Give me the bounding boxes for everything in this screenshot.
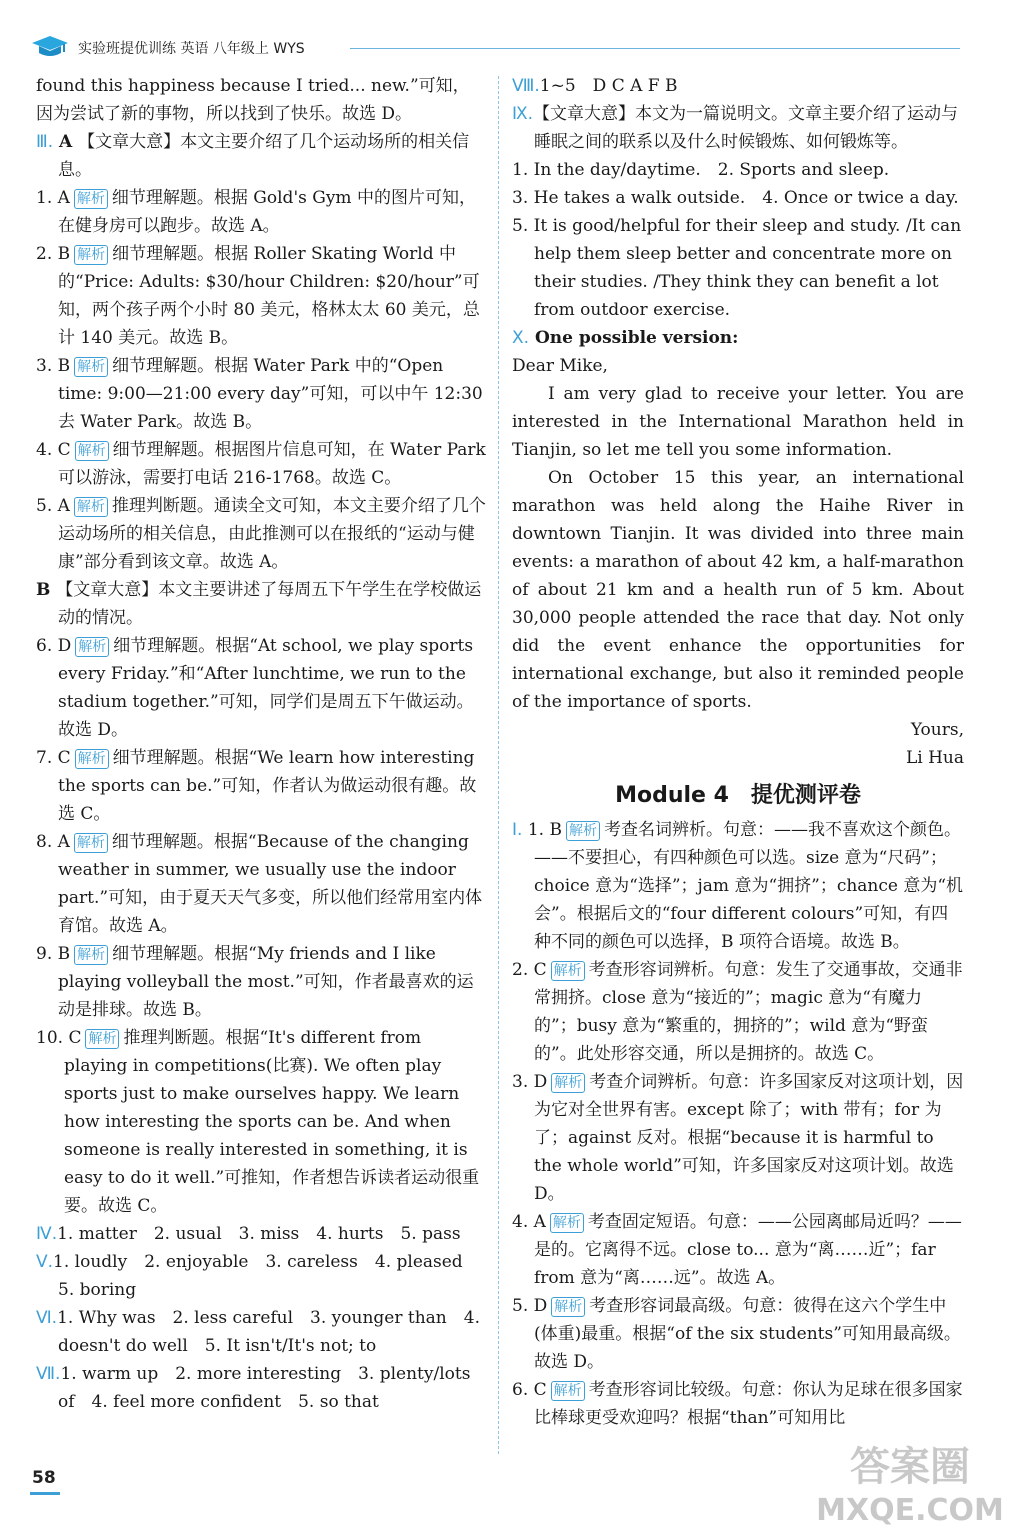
analysis-tag: 解析 — [551, 1297, 585, 1317]
answer-text: 1. loudly 2. enjoyable 3. careless 4. pleased 5. boring — [53, 1252, 480, 1300]
answer-text: 【文章大意】本文主要讲述了每周五下午学生在学校做运动的情况。 — [56, 580, 482, 628]
answer-item — [36, 576, 488, 632]
page-number: 58 — [32, 1468, 56, 1488]
question-number: 3. D — [512, 1072, 548, 1092]
answer-text: 考查名词辨析。句意：——我不喜欢这个颜色。——不要担心，有四种颜色可以选。size 意为“尺码”；choice 意为“选择”；jam 意为“拥挤”；chance 意为“机会”。根据后文的“four different colours”可知，有四种不同的颜色可以选择，B 项符合语境。故选 B。 — [534, 820, 964, 952]
answer-item — [512, 1292, 964, 1376]
answer-line: 5. It is good/helpful for their sleep and study. /It can help them sleep better and concentrate more on their studies. /They think they can benefit a lot from outdoor exercise. — [512, 216, 962, 320]
page-number-bar — [30, 1492, 60, 1495]
answer-text: 1~5 D C A F B — [539, 76, 678, 96]
question-number: 6. D — [36, 636, 72, 656]
right-column — [512, 72, 964, 1432]
question-number: 7. C — [36, 748, 71, 768]
section-numeral: Ⅲ. — [36, 132, 54, 152]
answer-item — [36, 632, 488, 744]
answer-item — [512, 956, 964, 1068]
question-number: 6. C — [512, 1380, 547, 1400]
answer-text: 推理判断题。根据“It's different from playing in competitions(比赛). We often play sports just to make ourselves happy. We learn how interesting the sports can be. And when someone is really interested in something, it is easy to do it well.”可推知，作者想告诉读者运动很重要。故选 C。 — [64, 1028, 480, 1216]
answer-line: 1. In the day/daytime. 2. Sports and sleep. — [512, 160, 890, 180]
answer-item — [36, 1220, 488, 1248]
column-divider — [498, 76, 499, 1454]
answer-item — [36, 1304, 488, 1360]
page-header — [30, 34, 960, 62]
answer-item — [36, 184, 488, 240]
analysis-tag: 解析 — [550, 1213, 584, 1233]
letter-paragraph: I am very glad to receive your letter. You are interested in the International Marathon held in Tianjin, so let me tell you some information. — [512, 384, 964, 460]
answer-item — [512, 72, 964, 100]
answer-text: 考查介词辨析。句意：许多国家反对这项计划，因为它对全世界有害。except 除了；with 带有；for 为了；against 反对。根据“because it is harmful to the whole world”可知，许多国家反对这项计划。故选 D。 — [534, 1072, 964, 1204]
left-column — [36, 72, 488, 1416]
section-numeral: Ⅰ. — [512, 820, 523, 840]
answer-text: 【文章大意】本文为一篇说明文。文章主要介绍了运动与睡眠之间的联系以及什么时候锻炼、如何锻炼等。 — [533, 104, 959, 152]
letter-closing: Li Hua — [905, 748, 964, 768]
watermark-logo — [810, 1436, 1010, 1528]
analysis-tag: 解析 — [74, 189, 108, 209]
answer-text: 【文章大意】本文主要介绍了几个运动场所的相关信息。 — [58, 132, 470, 180]
answer-text: 细节理解题。根据“Because of the changing weather in summer, we usually use the indoor part.”可知，由于夏天天气多变，所以他们经常用室内体育馆。故选 A。 — [58, 832, 483, 936]
graduation-cap-icon — [30, 34, 70, 60]
section-numeral: Ⅸ. — [512, 104, 534, 124]
analysis-tag: 解析 — [551, 1381, 585, 1401]
answer-text: 细节理解题。根据图片信息可知，在 Water Park 可以游泳，需要打电话 216-1768。故选 C。 — [58, 440, 486, 488]
question-number: 3. B — [36, 356, 71, 376]
question-number: 1. A — [36, 188, 70, 208]
answer-text: 细节理解题。根据“At school, we play sports every Friday.”和“After lunchtime, we run to the stadium together.”可知，同学们是周五下午做运动。故选 D。 — [58, 636, 474, 740]
answer-item — [36, 940, 488, 1024]
answer-item — [36, 436, 488, 492]
answer-item — [36, 1248, 488, 1304]
answer-text: 1. matter 2. usual 3. miss 4. hurts 5. pass — [57, 1224, 461, 1244]
answer-item — [512, 1068, 964, 1208]
analysis-tag: 解析 — [75, 749, 109, 769]
question-number: 5. D — [512, 1296, 548, 1316]
answer-text: 考查形容词最高级。句意：彼得在这六个学生中(体重)最重。根据“of the six students”可知用最高级。故选 D。 — [534, 1296, 961, 1372]
answer-item — [512, 816, 964, 956]
analysis-tag: 解析 — [74, 945, 108, 965]
text-line: found this happiness because I tried... new.”可知， — [36, 76, 470, 96]
module-heading: Module 4 提优测评卷 — [615, 783, 861, 808]
question-number: 4. A — [512, 1212, 546, 1232]
answer-item — [36, 240, 488, 352]
passage-label: A — [53, 132, 79, 152]
section-numeral: Ⅹ. — [512, 328, 530, 348]
letter-closing: Yours, — [910, 720, 964, 740]
question-number: 2. B — [36, 244, 71, 264]
section-numeral: Ⅴ. — [36, 1252, 54, 1272]
question-number: 10. C — [36, 1028, 82, 1048]
analysis-tag: 解析 — [566, 821, 600, 841]
answer-item — [512, 324, 964, 352]
analysis-tag: 解析 — [74, 833, 108, 853]
analysis-tag: 解析 — [75, 441, 109, 461]
section-numeral: Ⅷ. — [512, 76, 540, 96]
analysis-tag: 解析 — [74, 497, 108, 517]
answer-item — [36, 744, 488, 828]
passage-label: B — [36, 580, 57, 600]
question-number: 4. C — [36, 440, 71, 460]
answer-line: 3. He takes a walk outside. 4. Once or twice a day. — [512, 188, 959, 208]
answer-item — [36, 492, 488, 576]
answer-item — [512, 100, 964, 156]
analysis-tag: 解析 — [74, 357, 108, 377]
answer-item — [36, 1024, 488, 1220]
answer-line: Dear Mike, — [512, 356, 608, 376]
answer-text: 细节理解题。根据 Water Park 中的“Open time: 9:00—21:00 every day”可知，可以中午 12:30 去 Water Park。故选 B。 — [58, 356, 483, 432]
answer-item — [36, 828, 488, 940]
analysis-tag: 解析 — [85, 1029, 119, 1049]
question-number: 5. A — [36, 496, 70, 516]
version-heading: One possible version: — [529, 328, 739, 348]
section-numeral: Ⅳ. — [36, 1224, 58, 1244]
section-numeral: Ⅵ. — [36, 1308, 58, 1328]
header-rule — [350, 48, 960, 49]
answer-text: 细节理解题。根据“My friends and I like playing volleyball the most.”可知，作者最喜欢的运动是排球。故选 B。 — [58, 944, 474, 1020]
analysis-tag: 解析 — [75, 637, 109, 657]
answer-item — [36, 128, 488, 184]
answer-text: 考查形容词比较级。句意：你认为足球在很多国家比棒球更受欢迎吗？根据“than”可知用比 — [534, 1380, 963, 1428]
section-numeral: Ⅶ. — [36, 1364, 61, 1384]
letter-paragraph: On October 15 this year, an international marathon was held along the Haihe River in downtown Tianjin. It was divided into three main events: a marathon of about 42 km, a half-marathon of about 21 km and a health run of 5 km. About 30,000 people attended the race that day. Not only did the event enhance the opportunities for international exchange, but also it reminded people of the importance of sports. — [512, 468, 964, 712]
answer-text: 考查形容词辨析。句意：发生了交通事故，交通非常拥挤。close 意为“接近的”；magic 意为“有魔力的”；busy 意为“繁重的，拥挤的”；wild 意为“野蛮的”。此处形容交通，所以是拥挤的。故选 C。 — [534, 960, 963, 1064]
answer-text: 1. warm up 2. more interesting 3. plenty/lots of 4. feel more confident 5. so that — [58, 1364, 471, 1412]
analysis-tag: 解析 — [551, 1073, 585, 1093]
answer-text: 细节理解题。根据 Roller Skating World 中的“Price: Adults: $30/hour Children: $20/hour”可知，两个孩子两个小时 80 美元，格林太太 60 美元，总计 140 美元。故选 B。 — [58, 244, 480, 348]
analysis-tag: 解析 — [551, 961, 585, 981]
text-line: 因为尝试了新的事物，所以找到了快乐。故选 D。 — [36, 104, 413, 124]
answer-text: 1. Why was 2. less careful 3. younger than 4. doesn't do well 5. It isn't/It's not; to — [57, 1308, 480, 1356]
question-number: 1. B — [522, 820, 562, 840]
answer-item — [512, 1208, 964, 1292]
answer-item — [36, 352, 488, 436]
watermark-bottom: MXQE.COM — [816, 1493, 1004, 1528]
question-number: 9. B — [36, 944, 71, 964]
watermark-top: 答案圈 — [850, 1444, 970, 1490]
answer-item — [36, 1360, 488, 1416]
answer-item — [512, 1376, 964, 1432]
answer-text: 考查固定短语。句意：——公园离邮局近吗？——是的。它离得不远。close to... 意为“离……近”；far from 意为“离……远”。故选 A。 — [534, 1212, 962, 1288]
answer-text: 推理判断题。通读全文可知，本文主要介绍了几个运动场所的相关信息，由此推测可以在报纸的“运动与健康”部分看到该文章。故选 A。 — [58, 496, 486, 572]
question-number: 2. C — [512, 960, 547, 980]
answer-text: 细节理解题。根据“We learn how interesting the sports can be.”可知，作者认为做运动很有趣。故选 C。 — [58, 748, 477, 824]
book-title: 实验班提优训练 英语 八年级上 WYS — [78, 41, 305, 57]
question-number: 8. A — [36, 832, 70, 852]
answer-text: 细节理解题。根据 Gold's Gym 中的图片可知，在健身房可以跑步。故选 A。 — [58, 188, 476, 236]
analysis-tag: 解析 — [74, 245, 108, 265]
